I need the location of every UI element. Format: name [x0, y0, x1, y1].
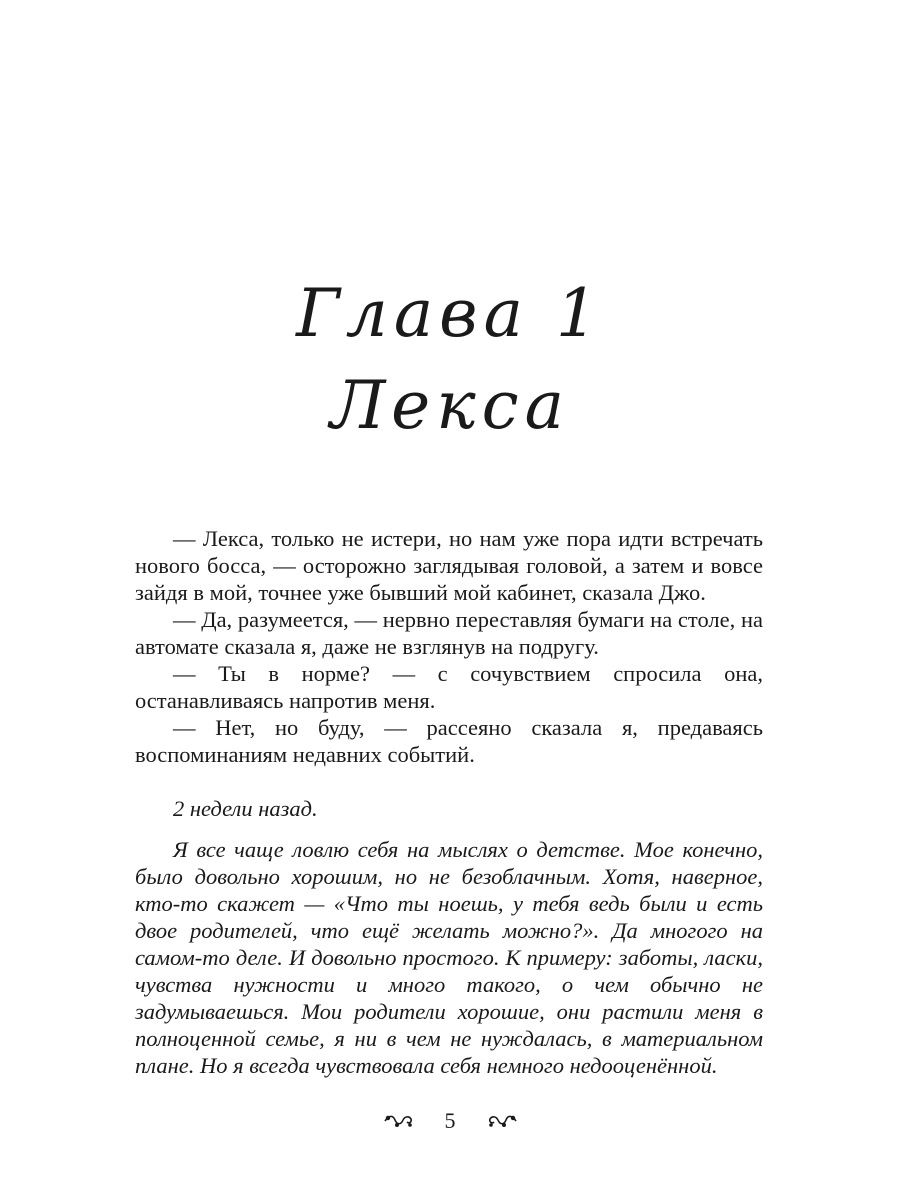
chapter-title: Глава 1	[296, 275, 604, 352]
floral-ornament-icon	[486, 1111, 518, 1131]
chapter-heading	[0, 268, 900, 452]
dialogue-paragraph: — Нет, но буду, — рассеяно сказала я, предаваясь воспоминаниям недавних событий.	[135, 715, 763, 767]
chapter-body	[135, 525, 763, 1079]
page-footer	[0, 1108, 900, 1134]
memory-paragraph: Я все чаще ловлю себя на мыслях о детстве. Мое конечно, было довольно хорошим, но не безоблачным. Хотя, наверное, кто-то скажет — «Что ты ноешь, у тебя ведь были и есть двое родителей, что ещё желать можно?». Да многого на самом-то деле. И довольно простого. К примеру: заботы, ласки, чувства нужности и много такого, о чем обычно не задумываешься. Мои родители хорошие, они растили меня в полноценной семье, я ни в чем не нуждалась, в материальном плане. Но я всегда чувствовала себя немного недооценённой.	[135, 837, 763, 1078]
floral-ornament-icon	[383, 1111, 415, 1131]
chapter-subtitle: Лекса	[330, 367, 570, 444]
dialogue-paragraph: — Лекса, только не истери, но нам уже пора идти встречать нового босса, — осторожно заглядывая головой, а затем и вовсе зайдя в мой, точнее уже бывший мой кабинет, сказала Джо.	[135, 526, 763, 605]
dialogue-paragraph: — Ты в норме? — с сочувствием спросила она, останавливаясь напротив меня.	[135, 661, 763, 713]
dialogue-paragraph: — Да, разумеется, — нервно переставляя бумаги на столе, на автомате сказала я, даже не взглянув на подругу.	[135, 607, 763, 659]
page-number: 5	[444, 1108, 456, 1133]
flashback-header: 2 недели назад.	[173, 796, 318, 821]
